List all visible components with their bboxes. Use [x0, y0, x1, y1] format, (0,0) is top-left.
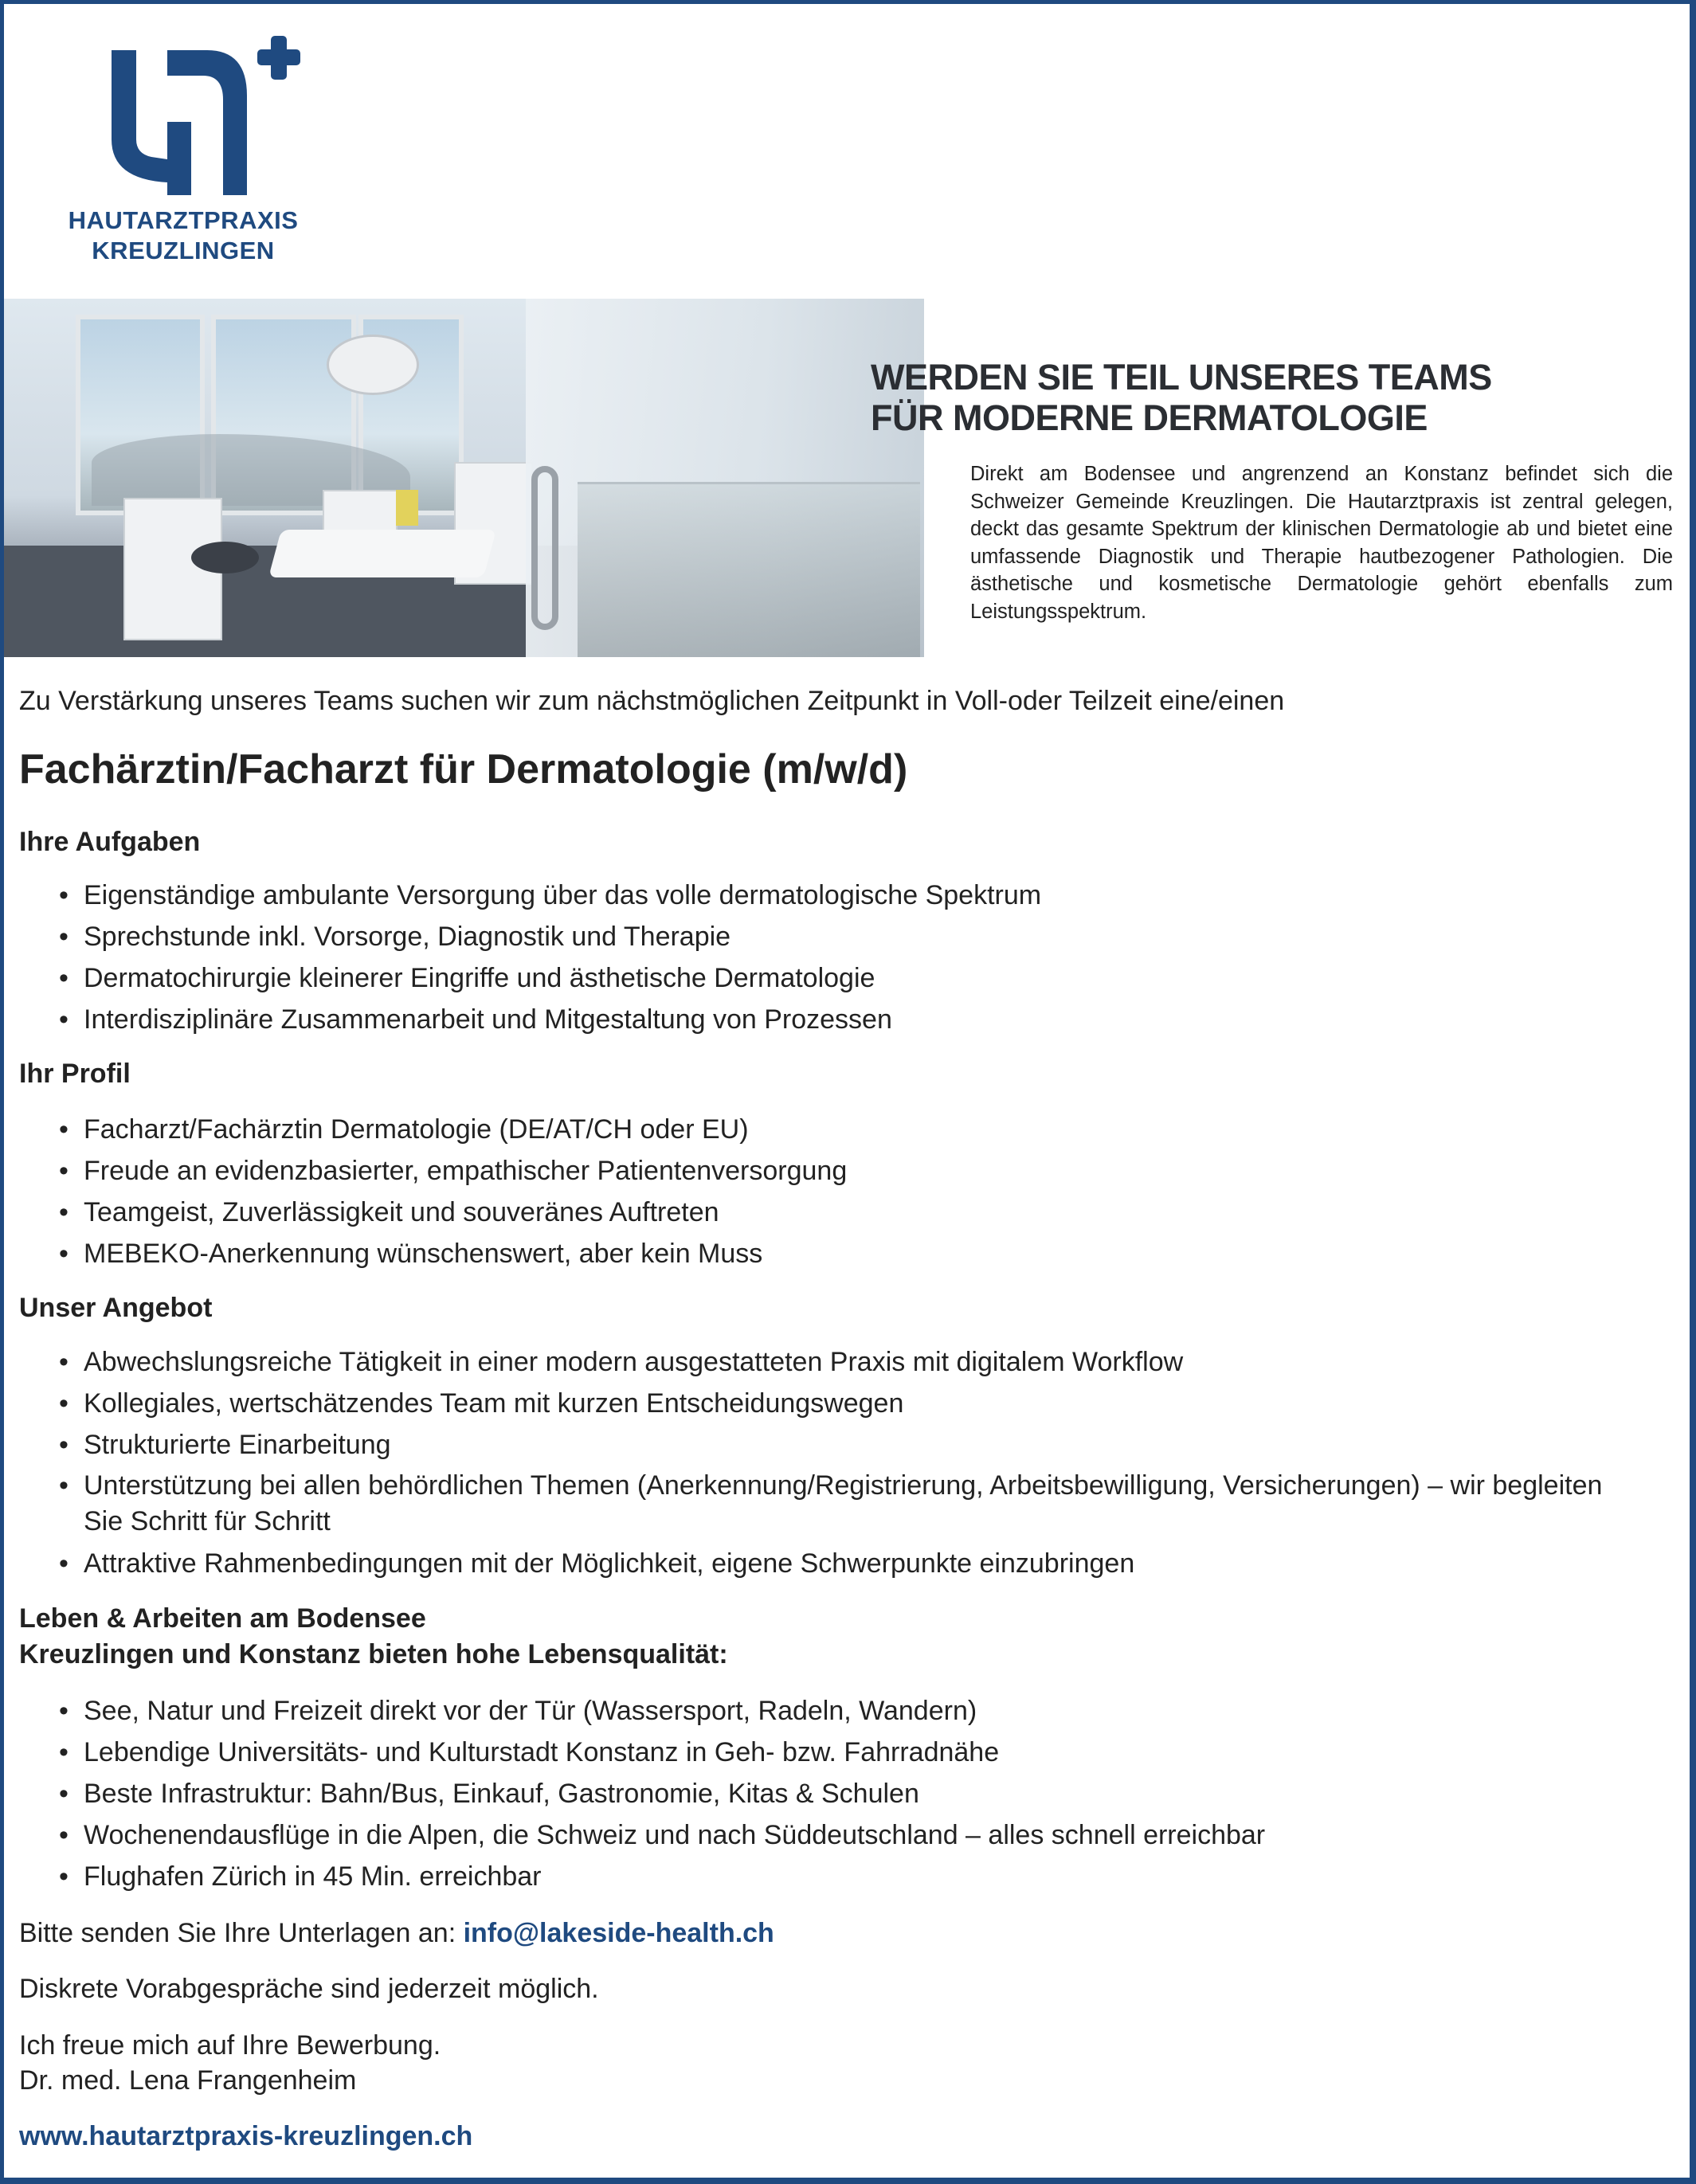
bullet-icon: •	[59, 1239, 69, 1269]
list-item: • Kollegiales, wertschätzendes Team mit kurzen Entscheidungswegen	[19, 1383, 1644, 1424]
practice-logo	[32, 32, 335, 271]
bullet-icon: •	[59, 1696, 69, 1726]
closing-block	[19, 2028, 441, 2098]
hero-headline-line1: WERDEN SIE TEIL UNSERES TEAMS	[871, 357, 1492, 397]
bullet-icon: •	[59, 1156, 69, 1186]
bullet-icon: •	[59, 880, 69, 910]
bullet-icon: •	[59, 1779, 69, 1809]
discreet-note: Diskrete Vorabgespräche sind jederzeit möglich.	[19, 1974, 599, 2004]
section-title-living: Leben & Arbeiten am Bodensee	[19, 1603, 426, 1634]
email-link[interactable]: info@lakeside-health.ch	[463, 1918, 774, 1948]
photo-treatment-bed	[268, 530, 496, 577]
list-item: • MEBEKO-Anerkennung wünschenswert, aber kein Muss	[19, 1233, 1660, 1274]
logo-name-line1: HAUTARZTPRAXIS	[68, 206, 299, 234]
bullet-icon: •	[59, 1548, 69, 1579]
section-title-tasks: Ihre Aufgaben	[19, 827, 201, 857]
bullet-icon: •	[59, 1388, 69, 1419]
send-documents-line	[19, 1915, 774, 1951]
bullet-icon: •	[59, 922, 69, 952]
job-title: Fachärztin/Facharzt für Dermatologie (m/w/d)	[19, 746, 908, 793]
bullet-icon: •	[59, 1004, 69, 1035]
bullet-icon: •	[59, 1197, 69, 1227]
section-title-offer: Unser Angebot	[19, 1293, 213, 1323]
section-title-profile: Ihr Profil	[19, 1059, 131, 1089]
bullet-icon: •	[59, 1470, 69, 1501]
list-item: • Unterstützung bei allen behördlichen Themen (Anerkennung/Registrierung, Arbeitsbewilligung, Versicherungen) – wir begleiten Sie Schritt für Schritt	[19, 1466, 1644, 1543]
bullet-icon: •	[59, 1820, 69, 1850]
lead-sentence: Zu Verstärkung unseres Teams suchen wir zum nächstmöglichen Zeitpunkt in Voll-oder Teilzeit eine/einen	[19, 686, 1285, 716]
photo-sharps-container	[396, 490, 418, 526]
bullet-icon: •	[59, 1347, 69, 1377]
send-documents-label: Bitte senden Sie Ihre Unterlagen an:	[19, 1918, 464, 1948]
living-list	[19, 1690, 1660, 1897]
list-item: • Abwechslungsreiche Tätigkeit in einer modern ausgestatteten Praxis mit digitalem Workflow	[19, 1341, 1644, 1383]
list-item: • Interdisziplinäre Zusammenarbeit und Mitgestaltung von Prozessen	[19, 999, 1660, 1040]
closing-line: Ich freue mich auf Ihre Bewerbung.	[19, 2030, 441, 2061]
bullet-icon: •	[59, 1430, 69, 1460]
photo-stool	[191, 542, 259, 573]
hero-headline-line2: FÜR MODERNE DERMATOLOGIE	[871, 397, 1428, 438]
clinic-treatment-room-photo	[4, 299, 924, 657]
list-item: • Facharzt/Fachärztin Dermatologie (DE/AT/CH oder EU)	[19, 1109, 1660, 1150]
list-item: • Teamgeist, Zuverlässigkeit und souveränes Auftreten	[19, 1192, 1660, 1233]
list-item: • Lebendige Universitäts- und Kulturstadt Konstanz in Geh- bzw. Fahrradnähe	[19, 1732, 1660, 1773]
list-item: • See, Natur und Freizeit direkt vor der Tür (Wassersport, Radeln, Wandern)	[19, 1690, 1660, 1732]
profile-list	[19, 1109, 1660, 1274]
practice-description: Direkt am Bodensee und angrenzend an Konstanz befindet sich die Schweizer Gemeinde Kreuzlingen. Die Hautarztpraxis ist zentral gelegen, deckt das gesamte Spektrum der klinischen Dermatologie ab und bietet eine umfassende Diagnostik und Therapie hautbezogener Pathologien. Die ästhetische und kosmetische Dermatologie gehört ebenfalls zum Leistungsspektrum.	[970, 463, 1673, 623]
lh-plus-logo-icon	[112, 36, 343, 195]
bullet-icon: •	[59, 1861, 69, 1892]
photo-glass-cabinet	[578, 482, 920, 657]
bullet-icon: •	[59, 1114, 69, 1145]
offer-list	[19, 1341, 1644, 1584]
website-link[interactable]: www.hautarztpraxis-kreuzlingen.ch	[19, 2121, 473, 2151]
hero-headline	[871, 357, 1492, 438]
list-item: • Dermatochirurgie kleinerer Eingriffe und ästhetische Dermatologie	[19, 957, 1660, 999]
photo-surgical-lamp	[327, 335, 419, 395]
list-item: • Freude an evidenzbasierter, empathischer Patientenversorgung	[19, 1150, 1660, 1192]
bullet-icon: •	[59, 1737, 69, 1767]
section-subtitle-living: Kreuzlingen und Konstanz bieten hohe Lebensqualität:	[19, 1639, 728, 1669]
list-item: • Attraktive Rahmenbedingungen mit der Möglichkeit, eigene Schwerpunkte einzubringen	[19, 1543, 1644, 1584]
tasks-list	[19, 875, 1660, 1040]
logo-name-line2: KREUZLINGEN	[92, 237, 275, 264]
signature: Dr. med. Lena Frangenheim	[19, 2065, 357, 2096]
photo-door-handle	[531, 466, 558, 630]
bullet-icon: •	[59, 963, 69, 993]
list-item: • Sprechstunde inkl. Vorsorge, Diagnostik und Therapie	[19, 916, 1660, 957]
list-item: • Wochenendausflüge in die Alpen, die Schweiz und nach Süddeutschland – alles schnell erreichbar	[19, 1814, 1660, 1856]
list-item: • Beste Infrastruktur: Bahn/Bus, Einkauf, Gastronomie, Kitas & Schulen	[19, 1773, 1660, 1814]
list-item: • Strukturierte Einarbeitung	[19, 1424, 1644, 1466]
list-item: • Flughafen Zürich in 45 Min. erreichbar	[19, 1856, 1660, 1897]
list-item: • Eigenständige ambulante Versorgung über das volle dermatologische Spektrum	[19, 875, 1660, 916]
